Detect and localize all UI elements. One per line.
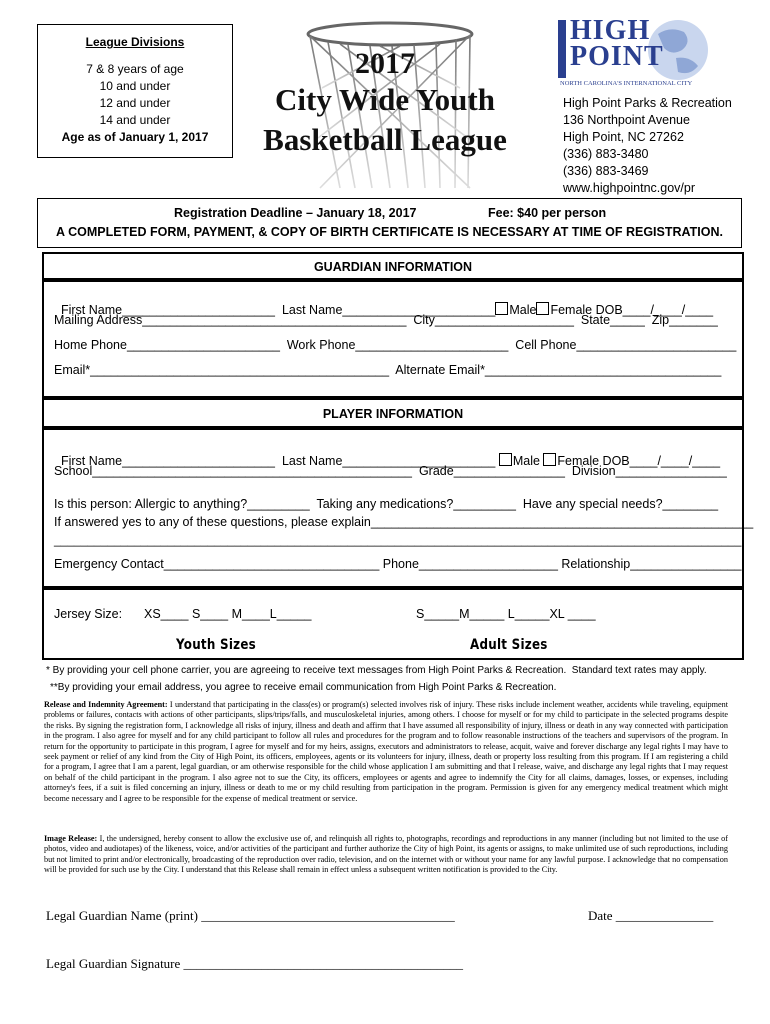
female-dob-field[interactable]: Female DOB____/____/____ <box>557 454 721 468</box>
image-release-heading: Image Release: <box>44 834 98 843</box>
male-label: Male <box>512 454 540 468</box>
release-agreement <box>44 700 728 804</box>
age-note: Age as of January 1, 2017 <box>61 130 209 144</box>
title-line2: Basketball League <box>263 122 507 157</box>
requirement-text: A COMPLETED FORM, PAYMENT, & COPY OF BIRTH CERTIFICATE IS NECESSARY AT TIME OF REGISTRATION. <box>56 225 723 239</box>
guardian-name-fields[interactable]: First Name______________________ Last Name______________________ <box>60 303 496 317</box>
page-title <box>250 48 520 160</box>
guardian-phone-row[interactable]: Home Phone______________________ Work Phone______________________ Cell Phone_______________________ <box>54 338 737 352</box>
division-item: 10 and under <box>99 79 171 93</box>
jersey-label: Jersey Size: <box>54 607 123 621</box>
adult-sizes-label: Adult Sizes <box>470 637 548 653</box>
image-release <box>44 834 728 876</box>
phone-line: (336) 883-3480 <box>563 147 649 161</box>
email-note: **By providing your email address, you agree to receive email communication from High Point Parks & Recreation. <box>50 682 557 693</box>
division-item: 12 and under <box>99 96 171 110</box>
division-item: 14 and under <box>99 113 171 127</box>
player-explain-row-2[interactable]: _______________________________________________________________________________________________________ <box>54 533 742 547</box>
high-point-logo <box>558 15 708 92</box>
guardian-heading: GUARDIAN INFORMATION <box>313 260 473 274</box>
release-heading: Release and Indemnity Agreement: <box>44 700 168 709</box>
logo-tagline: NORTH CAROLINA'S INTERNATIONAL CITY <box>560 80 693 87</box>
logo-text-high: HIGH <box>570 15 651 46</box>
logo-text-point: POINT <box>570 41 664 72</box>
youth-sizes-label: Youth Sizes <box>176 637 257 653</box>
player-explain-row[interactable]: If answered yes to any of these questions, please explain_______________________________________________________ <box>54 515 754 529</box>
division-item: 7 & 8 years of age <box>86 62 184 76</box>
title-year: 2017 <box>355 47 415 80</box>
address-line: 136 Northpoint Avenue <box>563 113 690 127</box>
player-header <box>42 398 744 428</box>
address-line: High Point Parks & Recreation <box>563 96 732 110</box>
player-heading: PLAYER INFORMATION <box>322 407 464 421</box>
phone-line: (336) 883-3469 <box>563 164 649 178</box>
guardian-signature-field[interactable]: Legal Guardian Signature ___________________________________________ <box>46 956 464 971</box>
player-emergency-row[interactable]: Emergency Contact_______________________________ Phone____________________ Relationship________________ <box>54 557 742 571</box>
title-line1: City Wide Youth <box>275 82 495 117</box>
divisions-heading: League Divisions <box>85 35 185 49</box>
female-dob-field[interactable]: Female DOB____/____/____ <box>550 303 714 317</box>
player-health-row[interactable]: Is this person: Allergic to anything?_________ Taking any medications?_________ Have any special needs?________ <box>54 497 719 511</box>
release-body: I understand that participating in the class(es) or program(s) selected involves risk of injury. These risks include inclement weather, accidents while traveling, equipment problems or failures, contacts with actions of other participants, slips/trips/falls, and musculoskeletal injuries, among others. I choose for myself or for my child to participate in the selected programs despite the risks. By signing the registration form, I acknowledge all risks of injury, illness and death and affirm that I have assumed all responsibility of injury, illness or death in any way connected with participation in the program. I also agree for myself and for any child participant to follow all rules and procedures for the program and to follow reasonable instructions of the teachers and supervisors of the program. In return for the opportunity to participate in this program, I agree for myself and for my heirs, assigns, executors and administrators to release, acquit, waive and forever discharge any legal rights I may have to seek payment or relief of any kind from the City of High Point, its officers, employees, agents or its volunteers for injury, illness, death or property loss resulting from this program. If I am registering a child for a program, I agree that I am a parent, legal guardian, or am otherwise responsible for the child whose application I am submitting and that I release, waive, and discharge any legal rights that I may request on behalf of the child participant in the program. I also agree not to sue the City, its officers, employees or agents and agree to indemnify the City for all claims, damages, losses, or expenses, including attorney's fees, if a suit is filed concerning an injury, illness or death to me or my child resulting from participation in the program. Permission is given for any emergency medical treatment which might become necessary and I agree to be responsible for the expense of medical treatment or service. <box>44 700 728 803</box>
guardian-header <box>42 252 744 280</box>
fee-text: Fee: $40 per person <box>488 206 607 220</box>
guardian-name-print-field[interactable]: Legal Guardian Name (print) _______________________________________ <box>46 908 455 923</box>
cell-phone-note: * By providing your cell phone carrier, you are agreeing to receive text messages from High Point Parks & Recreation. Standard text rates may apply. <box>46 665 707 676</box>
address-block <box>563 95 732 197</box>
registration-deadline-box <box>37 198 742 248</box>
date-field[interactable]: Date _______________ <box>588 908 714 923</box>
male-label: Male <box>509 303 537 317</box>
jersey-section <box>42 588 744 660</box>
website-link[interactable]: www.highpointnc.gov/pr <box>563 181 696 195</box>
address-line: High Point, NC 27262 <box>563 130 684 144</box>
player-school-row[interactable]: School______________________________________________ Grade________________ Division________________ <box>54 464 727 478</box>
guardian-address-row[interactable]: Mailing Address______________________________________ City____________________ State_____ Zip_______ <box>54 313 718 327</box>
adult-size-options[interactable]: S_____M_____ L_____XL ____ <box>416 607 596 621</box>
player-name-fields[interactable]: First Name______________________ Last Name______________________ <box>60 454 496 468</box>
youth-size-options[interactable]: XS____ S____ M____L_____ <box>144 607 312 621</box>
deadline-text: Registration Deadline – January 18, 2017 <box>174 206 417 220</box>
image-release-body: I, the undersigned, hereby consent to allow the exclusive use of, and relinquish all rights to, photographs, recordings and reproductions in any manner (including but not limited to the use of photos, video and audiotapes) of the likeness, voice, and/or activities of the participant and further authorize the City of high Point, its agents or assigns, to make unlimited use of such reproductions, including but not limited to print and/or electronically, broadcasting of the reproduction over radio, television, and on the internet with or without your name for any lawful purpose. I acknowledge that no compensation will be provided for such use by the City. I understand that this Release shall remain in effect unless a subsequent written notification is provided to the City. <box>44 834 728 875</box>
league-divisions-box <box>37 24 233 158</box>
guardian-email-row[interactable]: Email*___________________________________________ Alternate Email*__________________________________ <box>54 363 722 377</box>
